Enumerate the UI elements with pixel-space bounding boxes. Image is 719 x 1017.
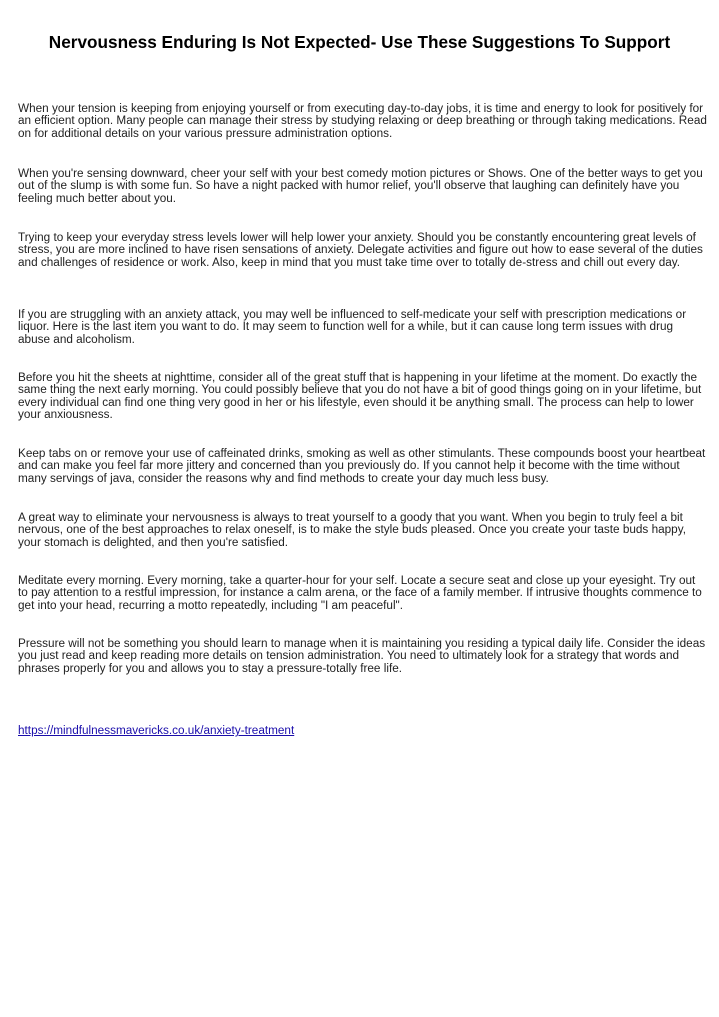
paragraph-meditate: Meditate every morning. Every morning, take a quarter-hour for your self. Locate a secure seat and close up your eyesight. Try out to pay attention to a restful impression, for instance a calm arena, or the face of a family member. If intrusive thoughts commence to get into your head, recurring a motto repeatedly, including "I am peaceful". xyxy=(18,574,702,612)
paragraph-stress-options: When your tension is keeping from enjoying yourself or from executing day-to-day jobs, it is time and energy to look for positively for an efficient option. Many people can manage their stress by studying relaxing or deep breathing or through taking medications. Read on for additional details on your various pressure administration options. xyxy=(18,102,707,140)
document-title: Nervousness Enduring Is Not Expected- Use These Suggestions To Support xyxy=(48,32,671,52)
paragraph-conclusion: Pressure will not be something you should learn to manage when it is maintaining you residing a typical daily life. Consider the ideas you just read and keep reading more details on tension administration. You need to ultimately look for a strategy that words and phrases properly for you and allows you to stay a pressure-totally free life. xyxy=(18,637,706,675)
paragraph-self-medicate: If you are struggling with an anxiety attack, you may well be influenced to self-medicate your self with prescription medications or liquor. Here is the last item you want to do. It may seem to function well for a while, but it can cause long term issues with drug abuse and alcoholism. xyxy=(18,308,687,346)
paragraph-comedy: When you're sensing downward, cheer your self with your best comedy motion pictures or Shows. One of the better ways to get you out of the slump is with some fun. So have a night packed with humor relief, you'll observe that laughing can definitely have you feeling much better about you. xyxy=(18,167,703,205)
anxiety-treatment-link[interactable]: https://mindfulnessmavericks.co.uk/anxiety-treatment xyxy=(18,724,295,737)
paragraph-nighttime-gratitude: Before you hit the sheets at nighttime, consider all of the great stuff that is happening in your lifetime at the moment. Do exactly the same thing the next early morning. You could possibly believe that you do not have a bit of good things going on in your lifetime, but every individual can find one thing very good in her or his lifestyle, even should it be anything small. The process can help to lower your anxiousness. xyxy=(18,371,702,422)
paragraph-treat-yourself: A great way to eliminate your nervousness is always to treat yourself to a goody that you want. When you begin to truly feel a bit nervous, one of the best approaches to relax oneself, is to make the style buds pleased. Once you create your taste buds happy, your stomach is delighted, and then you're satisfied. xyxy=(18,511,686,549)
paragraph-caffeine: Keep tabs on or remove your use of caffeinated drinks, smoking as well as other stimulants. These compounds boost your heartbeat and can make you feel far more jittery and concerned than you previously do. If you cannot help it become with the time without many servings of java, consider the reasons why and find methods to create your day much less busy. xyxy=(18,447,706,485)
paragraph-everyday-stress: Trying to keep your everyday stress levels lower will help lower your anxiety. Should you be constantly encountering great levels of stress, you are more inclined to have risen sensations of anxiety. Delegate activities and figure out how to ease several of the duties and challenges of residence or work. Also, keep in mind that you must take time over to totally de-stress and chill out every day. xyxy=(18,231,703,269)
